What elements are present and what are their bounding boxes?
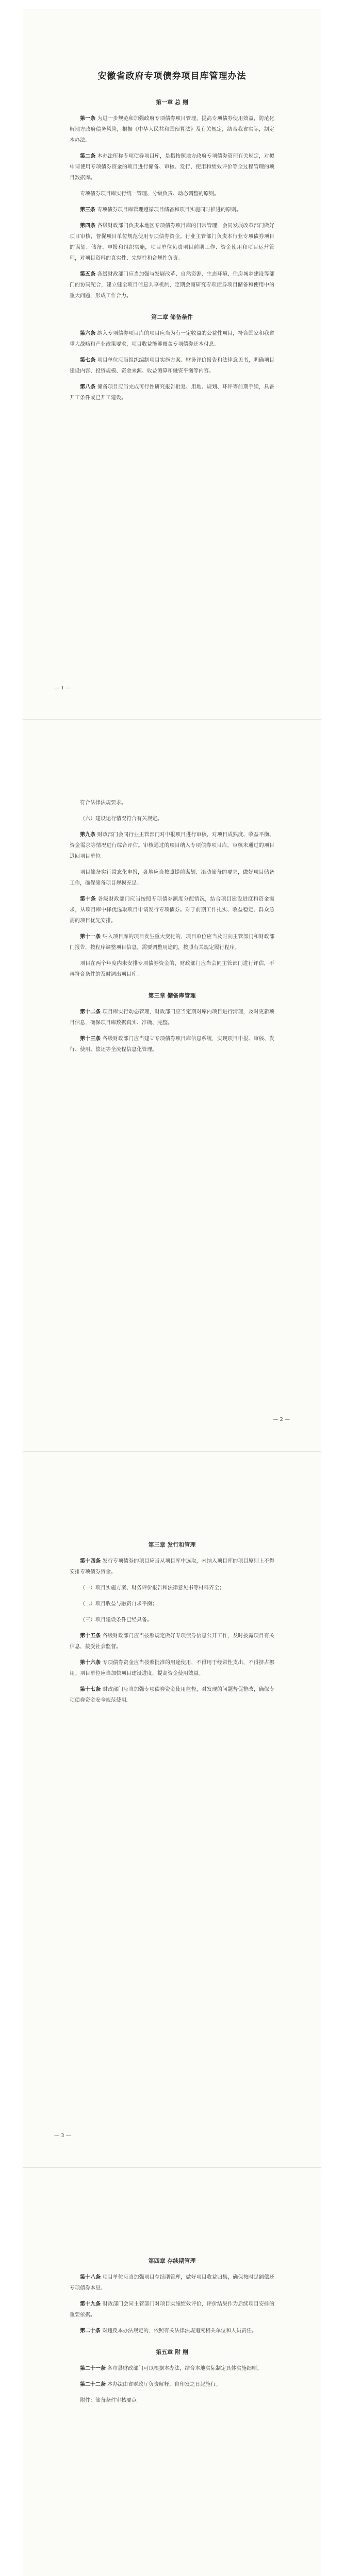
article-text: （六）建设运行情况符合有关规定。 <box>80 816 162 822</box>
article-text: （一）项目实施方案、财务评价报告和法律意见书等材料齐全； <box>80 1585 224 1591</box>
article-number: 第二十二条 <box>80 2382 106 2387</box>
article-number: 第十八条 <box>80 2275 101 2280</box>
page-number: — 2 — <box>273 1417 290 1422</box>
article-text: 专项债券项目库实行统一管理、分级负责、动态调整的原则。 <box>80 191 219 197</box>
article-text: 各市县财政部门可以根据本办法，结合本地实际制定具体实施细则。 <box>107 2366 263 2371</box>
article-text: 纳入专项债券项目库的项目应当为有一定收益的公益性项目，符合国家和我省重大战略和产业政策要求，项目收益能够覆盖专项债券还本付息。 <box>70 331 275 347</box>
chapter-heading: 第三章 发行和管理 <box>148 1541 196 1548</box>
article-text: 为进一步规范和加强政府专项债券项目管理，提高专项债券使用效益，防范化解地方政府债务风险，根据《中华人民共和国预算法》及有关规定，结合我省实际，制定本办法。 <box>70 116 275 143</box>
article-number: 第四条 <box>80 223 96 229</box>
document-page-1 <box>23 9 321 719</box>
article-paragraph <box>70 2326 274 2336</box>
article-number: 第十二条 <box>80 1009 101 1015</box>
article-paragraph <box>70 205 274 215</box>
article-number: 第十四条 <box>80 1558 101 1564</box>
article-paragraph <box>70 1599 274 1609</box>
article-number: 第三条 <box>80 207 95 213</box>
document-title: 安徽省政府专项债券项目库管理办法 <box>97 71 247 81</box>
article-number: 第七条 <box>80 358 96 363</box>
article-number: 第十一条 <box>80 934 101 940</box>
article-number: 第十三条 <box>80 1036 101 1042</box>
article-paragraph <box>70 1684 274 1706</box>
article-paragraph <box>70 113 274 146</box>
article-paragraph <box>70 2272 274 2294</box>
document-page-4 <box>23 2168 321 2576</box>
article-paragraph <box>70 1033 274 1055</box>
article-text: 项目储备实行常态化申报，各地应当按照提前谋划、滚动储备的要求，做好项目储备工作，确保储备项目规模充足。 <box>70 870 274 886</box>
article-paragraph <box>70 2363 274 2374</box>
article-number: 第八条 <box>80 384 96 390</box>
article-text: 各级财政部门应当加强与发展改革、自然资源、生态环境、住房城乡建设等部门的协同配合，建立健全项目信息共享机制，定期会商研究专项债券项目储备和使用中的重大问题，形成工作合力。 <box>70 272 275 299</box>
article-text: 发行专项债券的项目应当从项目库中选取，未纳入项目库的项目原则上不得安排专项债券资金。 <box>70 1558 275 1575</box>
article-text: 储备项目应当完成可行性研究报告批复、用地、规划、环评等前期手续，具备开工条件或已开工建设。 <box>70 384 275 401</box>
article-number: 第二十条 <box>80 2328 101 2334</box>
page-number: — 1 — <box>54 685 71 691</box>
article-paragraph <box>70 814 274 824</box>
chapter-heading: 第五章 附 则 <box>156 2349 188 2355</box>
article-paragraph <box>70 189 274 199</box>
article-number: 第一条 <box>80 116 96 122</box>
article-paragraph <box>70 867 274 889</box>
article-text: 项目在两个年度内未安排专项债券资金的，财政部门应当会同主管部门进行评估，不再符合条件的及时调出项目库。 <box>70 961 274 977</box>
article-text: 本办法所称专项债券项目库，是指按照地方政府专项债券管理有关规定，对拟申请使用专项债券资金的项目进行储备、审核、发行、使用和绩效评价等全过程管理的项目数据库。 <box>70 154 275 181</box>
article-number: 第十五条 <box>80 1633 101 1639</box>
article-text: （三）项目建设条件已经具备。 <box>80 1617 152 1623</box>
article-text: 纳入项目库的项目发生重大变化的，项目单位应当及时向主管部门和财政部门报告，按程序调整项目信息。需要调整用途的，按照有关规定履行程序。 <box>70 934 275 951</box>
article-text: 项目库实行动态管理，财政部门应当定期对库内项目进行清理，及时更新项目信息，确保项目库数据真实、准确、完整。 <box>70 1009 275 1026</box>
article-paragraph <box>70 958 274 980</box>
article-number: 第十条 <box>80 896 96 902</box>
article-paragraph <box>70 2299 274 2320</box>
article-text: 财政部门会同行业主管部门对申报项目进行审核，对项目成熟度、收益平衡、资金需求等情况进行综合评估。审核通过的项目纳入专项债券项目库，审核未通过的项目退回项目单位。 <box>70 832 275 859</box>
article-paragraph <box>70 894 274 926</box>
document-page-3 <box>23 1452 321 2167</box>
article-text: 本办法由省财政厅负责解释，自印发之日起施行。 <box>107 2382 221 2387</box>
article-number: 第十九条 <box>80 2301 101 2307</box>
article-paragraph <box>70 221 274 264</box>
chapter-heading: 第二章 储备条件 <box>151 314 193 320</box>
article-text: 专项债券项目库管理遵循项目储备和项目实施同时推进的原则。 <box>97 207 242 213</box>
article-text: 各级财政部门应当按照专项债券额度分配情况，结合项目建设进度和资金需求，从项目库中择优选取项目申请发行专项债券。对于前期工作扎实、收益稳定、群众急需的项目优先安排。 <box>70 896 274 924</box>
article-text: 项目单位应当加强项目存续期管理，做好项目收益归集，确保按时足额偿还专项债券本息。 <box>70 2275 275 2291</box>
article-number: 第二条 <box>80 154 96 159</box>
article-number: 第九条 <box>80 832 96 838</box>
article-paragraph <box>70 269 274 301</box>
article-number: 第二十一条 <box>80 2366 106 2371</box>
article-number: 第十七条 <box>80 1687 101 1692</box>
article-text: 对违反本办法规定的，依照有关法律法规追究相关单位和人员责任。 <box>102 2328 257 2334</box>
article-paragraph <box>70 1657 274 1679</box>
article-paragraph <box>70 829 274 862</box>
article-text: 专项债券资金应当按照批准的用途使用，不得用于经常性支出，不得挤占挪用。项目单位应当加快项目建设进度，提高资金使用效益。 <box>70 1660 275 1676</box>
article-text: 项目单位应当组织编制项目实施方案、财务评价报告和法律意见书，明确项目建设内容、投资规模、资金来源、收益测算和融资平衡等内容。 <box>70 358 275 374</box>
article-paragraph <box>70 382 274 403</box>
article-paragraph <box>70 151 274 183</box>
article-text: 符合法律法规要求。 <box>80 800 126 806</box>
article-number: 第十六条 <box>80 1660 101 1666</box>
article-paragraph <box>70 798 274 808</box>
article-paragraph <box>70 931 274 953</box>
article-paragraph <box>70 328 274 350</box>
article-text: 各级财政部门负责本地区专项债券项目库的日常管理，会同发展改革部门做好项目审核，督促项目单位规范使用专项债券资金。行业主管部门负责本行业专项债券项目的谋划、储备、申报和组织实施，项目单位负责项目前期工作、资金使用和项目运营管理，对项目资料的真实性、完整性和合规性负责。 <box>70 223 275 261</box>
article-text: 财政部门应当加强专项债券资金使用监督，对发现的问题督促整改，确保专项债券资金安全规范使用。 <box>70 1687 275 1703</box>
page-number: — 3 — <box>54 2133 71 2139</box>
article-text: （二）项目收益与融资自求平衡； <box>80 1601 157 1607</box>
chapter-heading: 第三章 储备库管理 <box>148 992 196 999</box>
article-paragraph <box>70 1615 274 1625</box>
chapter-heading: 第一章 总 则 <box>156 99 188 106</box>
article-paragraph <box>70 355 274 377</box>
article-paragraph <box>70 1583 274 1594</box>
article-paragraph <box>70 1631 274 1652</box>
article-number: 第五条 <box>80 272 96 277</box>
article-paragraph <box>70 1007 274 1028</box>
chapter-heading: 第四章 存续期管理 <box>148 2258 196 2264</box>
article-paragraph <box>70 1556 274 1578</box>
article-number: 第六条 <box>80 331 96 336</box>
article-text: 附件：储备条件审核要点 <box>80 2398 137 2403</box>
document-page-2 <box>23 720 321 1451</box>
article-paragraph <box>70 2379 274 2390</box>
article-text: 财政部门会同主管部门对项目实施绩效评价，评价结果作为后续项目安排的重要依据。 <box>70 2301 275 2318</box>
article-paragraph <box>70 2395 274 2406</box>
article-text: 各级财政部门应当按照规定做好专项债券信息公开工作，及时披露项目有关信息，接受社会监督。 <box>70 1633 275 1650</box>
article-text: 各级财政部门应当建立专项债券项目库信息系统，实现项目申报、审核、发行、使用、偿还等全流程信息化管理。 <box>70 1036 275 1053</box>
